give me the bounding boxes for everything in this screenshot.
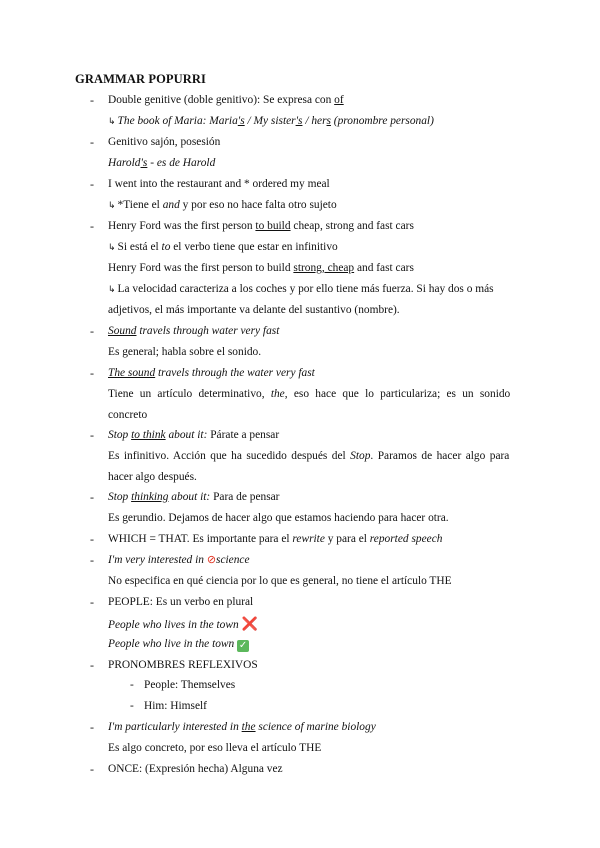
item-line: I'm very interested in ⊘science <box>108 554 250 566</box>
item-line: ↳ Si está el to el verbo tiene que estar en infinitivo <box>108 241 338 253</box>
bullet-dash: - <box>90 762 94 776</box>
item-line: PRONOMBRES REFLEXIVOS <box>108 659 258 671</box>
item-line: I went into the restaurant and * ordered my meal <box>108 178 330 190</box>
bullet-dash: - <box>90 324 94 338</box>
item-line: hacer algo después. <box>108 471 197 483</box>
item-line: No especifica en qué ciencia por lo que es general, no tiene el artículo THE <box>108 575 452 587</box>
sub-bullet-dash: - <box>130 679 134 691</box>
bullet-dash: - <box>90 720 94 734</box>
bullet-dash: - <box>90 135 94 149</box>
sub-bullet-dash: - <box>130 700 134 712</box>
bullet-dash: - <box>90 219 94 233</box>
item-line: concreto <box>108 409 148 421</box>
item-line: Es general; habla sobre el sonido. <box>108 346 262 358</box>
bullet-dash: - <box>90 595 94 609</box>
arrow-icon: ↳ <box>108 242 116 252</box>
item-line: Es gerundio. Dejamos de hacer algo que estamos haciendo para hacer otra. <box>108 512 449 524</box>
bullet-dash: - <box>90 658 94 672</box>
item-line: ↳ *Tiene el and y por eso no hace falta otro sujeto <box>108 199 337 211</box>
item-line: Genitivo sajón, posesión <box>108 136 221 148</box>
item-line: I'm particularly interested in the science of marine biology <box>108 721 376 733</box>
sub-list-item: - People: Themselves <box>130 679 236 691</box>
bullet-dash: - <box>90 428 94 442</box>
item-line: Double genitive (doble genitivo): Se expresa con of <box>108 94 344 106</box>
item-line: Es infinitivo. Acción que ha sucedido después del Stop. Paramos de hacer algo para <box>108 450 510 462</box>
item-line: ONCE: (Expresión hecha) Alguna vez <box>108 763 283 775</box>
item-line: Stop thinking about it: Para de pensar <box>108 491 280 503</box>
item-line: PEOPLE: Es un verbo en plural <box>108 596 254 608</box>
sub-list-item: - Him: Himself <box>130 700 207 712</box>
item-line: ↳ The book of Maria: Maria's / My sister's / hers (pronombre personal) <box>108 115 434 127</box>
item-line: adjetivos, el más importante va delante del sustantivo (nombre). <box>108 304 400 316</box>
item-line: ↳ La velocidad caracteriza a los coches y por ello tiene más fuerza. Si hay dos o más <box>108 283 494 295</box>
item-line: Henry Ford was the first person to build strong, cheap and fast cars <box>108 262 414 274</box>
item-line: Tiene un artículo determinativo, the, eso hace que lo particulariza; es un sonido <box>108 388 511 400</box>
item-line: People who lives in the town ❌ <box>108 616 258 631</box>
prohibited-icon: ⊘ <box>206 554 217 566</box>
item-line: WHICH = THAT. Es importante para el rewrite y para el reported speech <box>108 533 443 545</box>
arrow-icon: ↳ <box>108 284 116 294</box>
item-line: Es algo concreto, por eso lleva el artículo THE <box>108 742 322 754</box>
item-line: The sound travels through the water very fast <box>108 367 315 379</box>
bullet-dash: - <box>90 93 94 107</box>
check-icon: ✓ <box>238 640 248 651</box>
bullet-dash: - <box>90 366 94 380</box>
item-line: Harold's - es de Harold <box>108 157 216 169</box>
document-title: GRAMMAR POPURRI <box>75 72 206 86</box>
item-line: Stop to think about it: Párate a pensar <box>108 429 280 441</box>
item-line: People who live in the town ✓ <box>108 638 248 651</box>
item-line: Henry Ford was the first person to build cheap, strong and fast cars <box>108 220 414 232</box>
arrow-icon: ↳ <box>108 200 116 210</box>
bullet-dash: - <box>90 553 94 567</box>
bullet-dash: - <box>90 177 94 191</box>
bullet-dash: - <box>90 532 94 546</box>
cross-icon: ❌ <box>241 616 258 631</box>
bullet-dash: - <box>90 490 94 504</box>
item-line: Sound travels through water very fast <box>108 325 280 337</box>
arrow-icon: ↳ <box>108 116 116 126</box>
